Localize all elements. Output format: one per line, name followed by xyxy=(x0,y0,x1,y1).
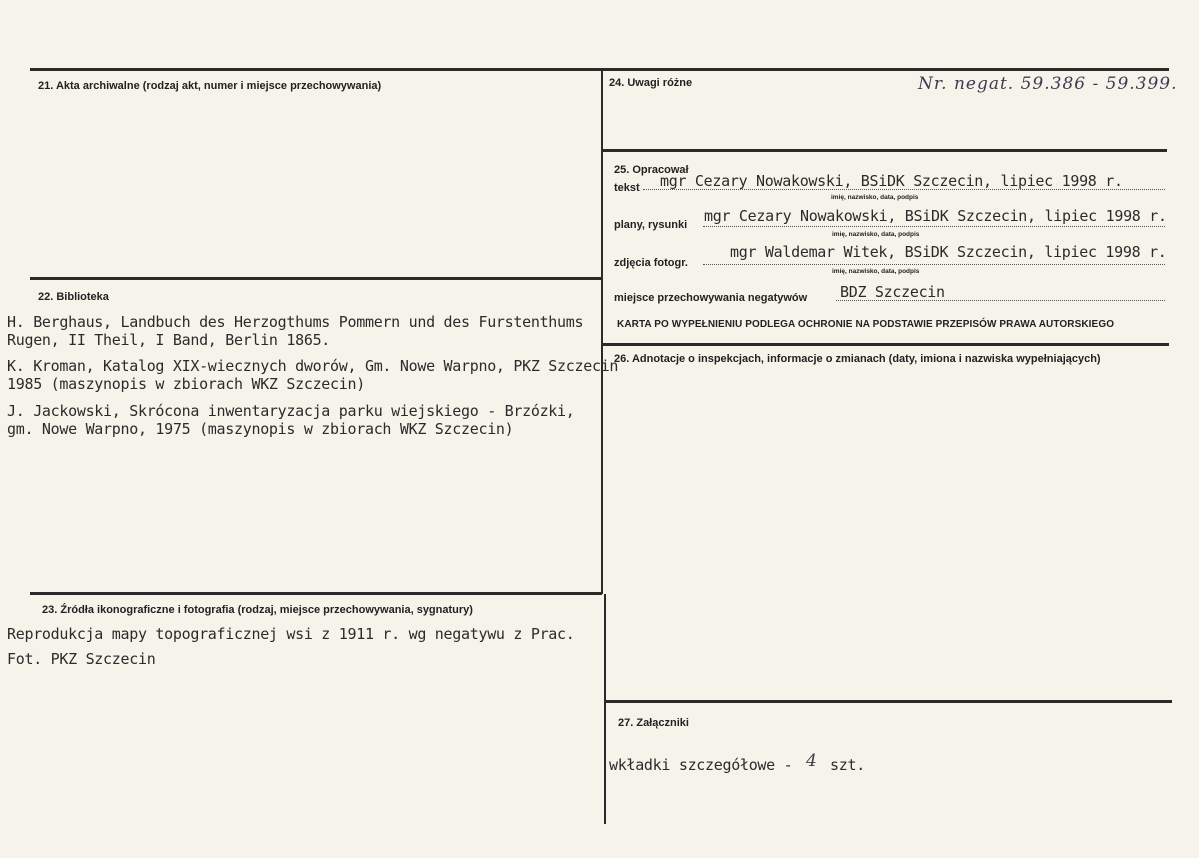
tekst-caption: imię, nazwisko, data, podpis xyxy=(831,194,919,201)
left-divider-22-23 xyxy=(30,592,602,595)
zdjecia-label: zdjęcia fotogr. xyxy=(614,257,688,269)
copyright-note: KARTA PO WYPEŁNIENIU PODLEGA OCHRONIE NA PODSTAWIE PRZEPISÓW PRAWA AUTORSKIEGO xyxy=(617,319,1115,330)
biblioteka-line: 1985 (maszynopis w zbiorach WKZ Szczecin) xyxy=(7,375,365,393)
zdjecia-dotted-line xyxy=(703,264,1165,265)
tekst-value: mgr Cezary Nowakowski, BSiDK Szczecin, lipiec 1998 r. xyxy=(660,172,1123,190)
plany-value: mgr Cezary Nowakowski, BSiDK Szczecin, lipiec 1998 r. xyxy=(704,207,1167,225)
section-24-label: 24. Uwagi różne xyxy=(609,77,693,89)
tekst-dotted-line xyxy=(643,189,1165,190)
top-border-line xyxy=(30,68,1169,71)
zdjecia-value: mgr Waldemar Witek, BSiDK Szczecin, lipiec 1998 r. xyxy=(730,243,1167,261)
section-22-label: 22. Biblioteka xyxy=(38,291,109,303)
negatywy-dotted-line xyxy=(836,300,1165,301)
biblioteka-line: gm. Nowe Warpno, 1975 (maszynopis w zbiorach WKZ Szczecin) xyxy=(7,420,514,438)
right-divider-25-26 xyxy=(602,343,1169,346)
biblioteka-line: K. Kroman, Katalog XIX-wiecznych dworów, Gm. Nowe Warpno, PKZ Szczecin xyxy=(7,357,619,375)
section-25-label: 25. Opracował xyxy=(614,164,689,176)
zalaczniki-count: 4 xyxy=(806,751,818,771)
section-21-label: 21. Akta archiwalne (rodzaj akt, numer i miejsce przechowywania) xyxy=(38,80,382,92)
negatywy-value: BDZ Szczecin xyxy=(840,283,945,301)
negatywy-label: miejsce przechowywania negatywów xyxy=(614,292,808,304)
right-divider-26-27 xyxy=(605,700,1172,703)
section-23-label: 23. Źródła ikonograficzne i fotografia (rodzaj, miejsce przechowywania, sygnatury) xyxy=(42,604,473,616)
section-27-label: 27. Załączniki xyxy=(618,717,689,729)
biblioteka-line: H. Berghaus, Landbuch des Herzogthums Pommern und des Furstenthums xyxy=(7,313,584,331)
plany-dotted-line xyxy=(703,226,1165,227)
tekst-label: tekst xyxy=(614,182,640,194)
handwritten-negative-numbers: Nr. negat. 59.386 - 59.399. xyxy=(918,74,1178,94)
zrodla-line: Fot. PKZ Szczecin xyxy=(7,650,156,668)
plany-label: plany, rysunki xyxy=(614,219,688,231)
section-26-label: 26. Adnotacje o inspekcjach, informacje o zmianach (daty, imiona i nazwiska wypełniających) xyxy=(614,353,1101,365)
zalaczniki-prefix: wkładki szczegółowe - xyxy=(609,756,793,774)
zalaczniki-suffix: szt. xyxy=(830,756,865,774)
biblioteka-line: Rugen, II Theil, I Band, Berlin 1865. xyxy=(7,331,331,349)
left-divider-21-22 xyxy=(30,277,602,280)
right-divider-24-25 xyxy=(602,149,1167,152)
zrodla-line: Reprodukcja mapy topograficznej wsi z 1911 r. wg negatywu z Prac. xyxy=(7,625,575,643)
biblioteka-line: J. Jackowski, Skrócona inwentaryzacja parku wiejskiego - Brzózki, xyxy=(7,402,575,420)
center-divider-line-lower xyxy=(604,594,606,824)
plany-caption: imię, nazwisko, data, podpis xyxy=(832,231,920,238)
zdjecia-caption: imię, nazwisko, data, podpis xyxy=(832,268,920,275)
